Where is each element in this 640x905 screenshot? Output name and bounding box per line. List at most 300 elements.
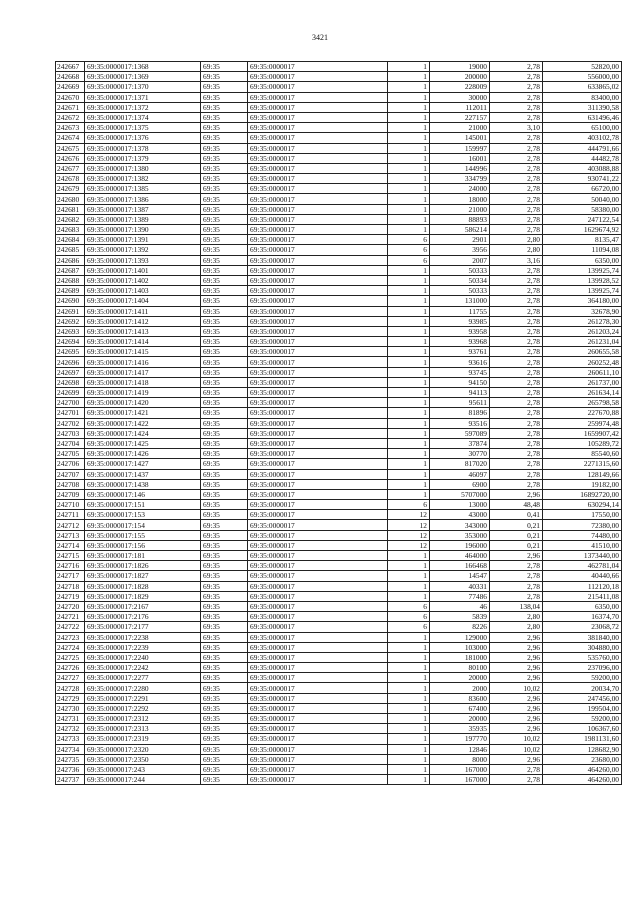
district-code-cell: 69:35 [201, 174, 248, 184]
district-code-cell: 69:35 [201, 235, 248, 245]
district-code-cell: 69:35 [201, 133, 248, 143]
cadastral-quarter-cell: 69:35:0000017 [248, 194, 388, 204]
cadastral-quarter-cell: 69:35:0000017 [248, 255, 388, 265]
rate-cell: 2,78 [490, 571, 543, 581]
rate-cell: 2,78 [490, 316, 543, 326]
row-number-cell: 242693 [56, 326, 85, 336]
row-number-cell: 242701 [56, 408, 85, 418]
area-cell: 145001 [430, 133, 490, 143]
row-number-cell: 242704 [56, 438, 85, 448]
cadastral-number-cell: 69:35:0000017:1387 [85, 204, 201, 214]
district-code-cell: 69:35 [201, 184, 248, 194]
cadastral-quarter-cell: 69:35:0000017 [248, 622, 388, 632]
area-cell: 21000 [430, 204, 490, 214]
area-cell: 200000 [430, 72, 490, 82]
district-code-cell: 69:35 [201, 438, 248, 448]
value-cell: 16892720,00 [543, 489, 622, 499]
cadastral-quarter-cell: 69:35:0000017 [248, 571, 388, 581]
area-cell: 50334 [430, 275, 490, 285]
rate-cell: 2,78 [490, 306, 543, 316]
row-number-cell: 242716 [56, 561, 85, 571]
cadastral-quarter-cell: 69:35:0000017 [248, 693, 388, 703]
value-cell: 139925,74 [543, 286, 622, 296]
area-cell: 50333 [430, 286, 490, 296]
value-cell: 8135,47 [543, 235, 622, 245]
district-code-cell: 69:35 [201, 316, 248, 326]
district-code-cell: 69:35 [201, 357, 248, 367]
rate-cell: 2,96 [490, 693, 543, 703]
category-cell: 1 [388, 102, 430, 112]
row-number-cell: 242677 [56, 163, 85, 173]
cadastral-number-cell: 69:35:0000017:1412 [85, 316, 201, 326]
cadastral-quarter-cell: 69:35:0000017 [248, 92, 388, 102]
value-cell: 260611,10 [543, 367, 622, 377]
district-code-cell: 69:35 [201, 734, 248, 744]
data-table [55, 61, 622, 785]
rate-cell: 2,78 [490, 143, 543, 153]
cadastral-number-cell: 69:35:0000017:1368 [85, 62, 201, 72]
district-code-cell: 69:35 [201, 72, 248, 82]
row-number-cell: 242669 [56, 82, 85, 92]
value-cell: 23680,00 [543, 754, 622, 764]
cadastral-number-cell: 69:35:0000017:1401 [85, 265, 201, 275]
category-cell: 1 [388, 571, 430, 581]
district-code-cell: 69:35 [201, 642, 248, 652]
cadastral-number-cell: 69:35:0000017:1404 [85, 296, 201, 306]
area-cell: 228009 [430, 82, 490, 92]
table-row [56, 92, 622, 102]
cadastral-number-cell: 69:35:0000017:2280 [85, 683, 201, 693]
value-cell: 41510,00 [543, 540, 622, 550]
cadastral-quarter-cell: 69:35:0000017 [248, 775, 388, 785]
row-number-cell: 242700 [56, 398, 85, 408]
district-code-cell: 69:35 [201, 703, 248, 713]
row-number-cell: 242692 [56, 316, 85, 326]
cadastral-number-cell: 69:35:0000017:1376 [85, 133, 201, 143]
row-number-cell: 242680 [56, 194, 85, 204]
category-cell: 1 [388, 62, 430, 72]
category-cell: 1 [388, 82, 430, 92]
cadastral-quarter-cell: 69:35:0000017 [248, 102, 388, 112]
category-cell: 6 [388, 235, 430, 245]
cadastral-quarter-cell: 69:35:0000017 [248, 72, 388, 82]
category-cell: 1 [388, 123, 430, 133]
area-cell: 46097 [430, 469, 490, 479]
value-cell: 631496,46 [543, 112, 622, 122]
table-row [56, 571, 622, 581]
district-code-cell: 69:35 [201, 673, 248, 683]
district-code-cell: 69:35 [201, 62, 248, 72]
rate-cell: 2,78 [490, 367, 543, 377]
rate-cell: 2,80 [490, 612, 543, 622]
rate-cell: 2,78 [490, 184, 543, 194]
row-number-cell: 242670 [56, 92, 85, 102]
area-cell: 35935 [430, 724, 490, 734]
table-row [56, 683, 622, 693]
value-cell: 199504,00 [543, 703, 622, 713]
table-row [56, 82, 622, 92]
cadastral-number-cell: 69:35:0000017:1374 [85, 112, 201, 122]
cadastral-number-cell: 69:35:0000017:243 [85, 764, 201, 774]
cadastral-number-cell: 69:35:0000017:244 [85, 775, 201, 785]
area-cell: 19000 [430, 62, 490, 72]
cadastral-number-cell: 69:35:0000017:1421 [85, 408, 201, 418]
value-cell: 59200,00 [543, 714, 622, 724]
district-code-cell: 69:35 [201, 102, 248, 112]
row-number-cell: 242695 [56, 347, 85, 357]
rate-cell: 2,78 [490, 764, 543, 774]
table-row [56, 184, 622, 194]
cadastral-quarter-cell: 69:35:0000017 [248, 438, 388, 448]
cadastral-quarter-cell: 69:35:0000017 [248, 275, 388, 285]
row-number-cell: 242708 [56, 479, 85, 489]
cadastral-quarter-cell: 69:35:0000017 [248, 204, 388, 214]
value-cell: 247456,00 [543, 693, 622, 703]
district-code-cell: 69:35 [201, 510, 248, 520]
area-cell: 159997 [430, 143, 490, 153]
table-row [56, 174, 622, 184]
area-cell: 464000 [430, 551, 490, 561]
page-number: 3421 [312, 33, 328, 42]
district-code-cell: 69:35 [201, 225, 248, 235]
value-cell: 1981131,60 [543, 734, 622, 744]
row-number-cell: 242694 [56, 337, 85, 347]
table-row [56, 489, 622, 499]
cadastral-number-cell: 69:35:0000017:2291 [85, 693, 201, 703]
cadastral-quarter-cell: 69:35:0000017 [248, 652, 388, 662]
rate-cell: 2,78 [490, 591, 543, 601]
table-row [56, 601, 622, 611]
category-cell: 1 [388, 225, 430, 235]
cadastral-quarter-cell: 69:35:0000017 [248, 214, 388, 224]
row-number-cell: 242719 [56, 591, 85, 601]
row-number-cell: 242672 [56, 112, 85, 122]
row-number-cell: 242668 [56, 72, 85, 82]
category-cell: 1 [388, 418, 430, 428]
value-cell: 83400,00 [543, 92, 622, 102]
rate-cell: 138,04 [490, 601, 543, 611]
rate-cell: 2,78 [490, 72, 543, 82]
category-cell: 1 [388, 347, 430, 357]
district-code-cell: 69:35 [201, 469, 248, 479]
cadastral-quarter-cell: 69:35:0000017 [248, 306, 388, 316]
category-cell: 1 [388, 561, 430, 571]
row-number-cell: 242706 [56, 459, 85, 469]
area-cell: 103000 [430, 642, 490, 652]
row-number-cell: 242702 [56, 418, 85, 428]
row-number-cell: 242683 [56, 225, 85, 235]
category-cell: 1 [388, 693, 430, 703]
cadastral-quarter-cell: 69:35:0000017 [248, 163, 388, 173]
cadastral-number-cell: 69:35:0000017:1375 [85, 123, 201, 133]
cadastral-quarter-cell: 69:35:0000017 [248, 418, 388, 428]
rate-cell: 2,78 [490, 561, 543, 571]
area-cell: 80100 [430, 663, 490, 673]
area-cell: 94150 [430, 377, 490, 387]
district-code-cell: 69:35 [201, 764, 248, 774]
value-cell: 227670,88 [543, 408, 622, 418]
area-cell: 197770 [430, 734, 490, 744]
table-row [56, 408, 622, 418]
district-code-cell: 69:35 [201, 398, 248, 408]
value-cell: 261278,30 [543, 316, 622, 326]
district-code-cell: 69:35 [201, 123, 248, 133]
cadastral-number-cell: 69:35:0000017:1403 [85, 286, 201, 296]
district-code-cell: 69:35 [201, 489, 248, 499]
cadastral-quarter-cell: 69:35:0000017 [248, 235, 388, 245]
table-row [56, 520, 622, 530]
value-cell: 44482,78 [543, 153, 622, 163]
category-cell: 1 [388, 581, 430, 591]
value-cell: 105289,72 [543, 438, 622, 448]
category-cell: 1 [388, 591, 430, 601]
table-row [56, 764, 622, 774]
cadastral-quarter-cell: 69:35:0000017 [248, 133, 388, 143]
cadastral-number-cell: 69:35:0000017:1426 [85, 449, 201, 459]
category-cell: 1 [388, 275, 430, 285]
area-cell: 227157 [430, 112, 490, 122]
district-code-cell: 69:35 [201, 143, 248, 153]
area-cell: 67400 [430, 703, 490, 713]
area-cell: 144996 [430, 163, 490, 173]
table-row [56, 265, 622, 275]
row-number-cell: 242709 [56, 489, 85, 499]
area-cell: 50333 [430, 265, 490, 275]
value-cell: 128682,90 [543, 744, 622, 754]
rate-cell: 3,10 [490, 123, 543, 133]
cadastral-number-cell: 69:35:0000017:1389 [85, 214, 201, 224]
district-code-cell: 69:35 [201, 204, 248, 214]
rate-cell: 2,78 [490, 347, 543, 357]
cadastral-number-cell: 69:35:0000017:2320 [85, 744, 201, 754]
value-cell: 112120,18 [543, 581, 622, 591]
row-number-cell: 242667 [56, 62, 85, 72]
category-cell: 1 [388, 357, 430, 367]
cadastral-quarter-cell: 69:35:0000017 [248, 398, 388, 408]
row-number-cell: 242675 [56, 143, 85, 153]
rate-cell: 2,80 [490, 245, 543, 255]
rate-cell: 2,78 [490, 357, 543, 367]
row-number-cell: 242725 [56, 652, 85, 662]
area-cell: 167000 [430, 764, 490, 774]
cadastral-number-cell: 69:35:0000017:1391 [85, 235, 201, 245]
rate-cell: 2,96 [490, 642, 543, 652]
rate-cell: 3,16 [490, 255, 543, 265]
cadastral-quarter-cell: 69:35:0000017 [248, 500, 388, 510]
cadastral-quarter-cell: 69:35:0000017 [248, 388, 388, 398]
table-row [56, 286, 622, 296]
row-number-cell: 242687 [56, 265, 85, 275]
table-row [56, 337, 622, 347]
cadastral-number-cell: 69:35:0000017:2167 [85, 601, 201, 611]
area-cell: 817020 [430, 459, 490, 469]
category-cell: 1 [388, 112, 430, 122]
value-cell: 11094,08 [543, 245, 622, 255]
cadastral-number-cell: 69:35:0000017:1437 [85, 469, 201, 479]
cadastral-number-cell: 69:35:0000017:154 [85, 520, 201, 530]
category-cell: 1 [388, 184, 430, 194]
table-row [56, 133, 622, 143]
rate-cell: 2,78 [490, 296, 543, 306]
cadastral-quarter-cell: 69:35:0000017 [248, 642, 388, 652]
cadastral-number-cell: 69:35:0000017:1371 [85, 92, 201, 102]
cadastral-number-cell: 69:35:0000017:1416 [85, 357, 201, 367]
table-row [56, 377, 622, 387]
cadastral-quarter-cell: 69:35:0000017 [248, 479, 388, 489]
table-row [56, 449, 622, 459]
value-cell: 930741,22 [543, 174, 622, 184]
category-cell: 12 [388, 540, 430, 550]
cadastral-number-cell: 69:35:0000017:1370 [85, 82, 201, 92]
category-cell: 1 [388, 72, 430, 82]
area-cell: 597089 [430, 428, 490, 438]
district-code-cell: 69:35 [201, 214, 248, 224]
value-cell: 556000,00 [543, 72, 622, 82]
table-row [56, 163, 622, 173]
table-row [56, 123, 622, 133]
cadastral-quarter-cell: 69:35:0000017 [248, 754, 388, 764]
category-cell: 6 [388, 245, 430, 255]
district-code-cell: 69:35 [201, 530, 248, 540]
row-number-cell: 242718 [56, 581, 85, 591]
area-cell: 8000 [430, 754, 490, 764]
area-cell: 93761 [430, 347, 490, 357]
value-cell: 32678,90 [543, 306, 622, 316]
rate-cell: 2,96 [490, 663, 543, 673]
table-row [56, 612, 622, 622]
table-row [56, 367, 622, 377]
district-code-cell: 69:35 [201, 663, 248, 673]
category-cell: 1 [388, 469, 430, 479]
table-row [56, 714, 622, 724]
table-row [56, 255, 622, 265]
rate-cell: 2,96 [490, 714, 543, 724]
table-row [56, 530, 622, 540]
cadastral-quarter-cell: 69:35:0000017 [248, 632, 388, 642]
area-cell: 181000 [430, 652, 490, 662]
cadastral-number-cell: 69:35:0000017:1425 [85, 438, 201, 448]
cadastral-quarter-cell: 69:35:0000017 [248, 326, 388, 336]
area-cell: 196000 [430, 540, 490, 550]
category-cell: 1 [388, 316, 430, 326]
district-code-cell: 69:35 [201, 571, 248, 581]
cadastral-number-cell: 69:35:0000017:156 [85, 540, 201, 550]
rate-cell: 2,78 [490, 418, 543, 428]
value-cell: 261634,14 [543, 388, 622, 398]
district-code-cell: 69:35 [201, 347, 248, 357]
value-cell: 265798,58 [543, 398, 622, 408]
area-cell: 13000 [430, 500, 490, 510]
table-row [56, 153, 622, 163]
value-cell: 304880,00 [543, 642, 622, 652]
value-cell: 630294,14 [543, 500, 622, 510]
row-number-cell: 242722 [56, 622, 85, 632]
cadastral-quarter-cell: 69:35:0000017 [248, 174, 388, 184]
area-cell: 586214 [430, 225, 490, 235]
cadastral-number-cell: 69:35:0000017:1422 [85, 418, 201, 428]
table-body [56, 62, 622, 785]
rate-cell: 0,21 [490, 530, 543, 540]
cadastral-quarter-cell: 69:35:0000017 [248, 245, 388, 255]
value-cell: 311390,58 [543, 102, 622, 112]
row-number-cell: 242690 [56, 296, 85, 306]
row-number-cell: 242673 [56, 123, 85, 133]
rate-cell: 2,80 [490, 235, 543, 245]
rate-cell: 2,78 [490, 102, 543, 112]
row-number-cell: 242717 [56, 571, 85, 581]
area-cell: 88893 [430, 214, 490, 224]
row-number-cell: 242713 [56, 530, 85, 540]
table-row [56, 632, 622, 642]
table-row [56, 642, 622, 652]
district-code-cell: 69:35 [201, 408, 248, 418]
value-cell: 6350,00 [543, 255, 622, 265]
category-cell: 1 [388, 306, 430, 316]
cadastral-number-cell: 69:35:0000017:1411 [85, 306, 201, 316]
cadastral-number-cell: 69:35:0000017:1438 [85, 479, 201, 489]
district-code-cell: 69:35 [201, 286, 248, 296]
value-cell: 139928,52 [543, 275, 622, 285]
cadastral-number-cell: 69:35:0000017:1419 [85, 388, 201, 398]
cadastral-number-cell: 69:35:0000017:2313 [85, 724, 201, 734]
value-cell: 247122,54 [543, 214, 622, 224]
category-cell: 1 [388, 652, 430, 662]
rate-cell: 2,78 [490, 438, 543, 448]
value-cell: 444791,66 [543, 143, 622, 153]
table-row [56, 316, 622, 326]
rate-cell: 2,78 [490, 408, 543, 418]
rate-cell: 2,96 [490, 724, 543, 734]
value-cell: 633865,02 [543, 82, 622, 92]
cadastral-number-cell: 69:35:0000017:1390 [85, 225, 201, 235]
category-cell: 12 [388, 530, 430, 540]
value-cell: 23068,72 [543, 622, 622, 632]
value-cell: 16374,70 [543, 612, 622, 622]
district-code-cell: 69:35 [201, 153, 248, 163]
district-code-cell: 69:35 [201, 367, 248, 377]
value-cell: 17550,00 [543, 510, 622, 520]
cadastral-number-cell: 69:35:0000017:1380 [85, 163, 201, 173]
cadastral-quarter-cell: 69:35:0000017 [248, 82, 388, 92]
rate-cell: 0,41 [490, 510, 543, 520]
table-row [56, 775, 622, 785]
cadastral-quarter-cell: 69:35:0000017 [248, 663, 388, 673]
cadastral-number-cell: 69:35:0000017:2176 [85, 612, 201, 622]
district-code-cell: 69:35 [201, 612, 248, 622]
district-code-cell: 69:35 [201, 479, 248, 489]
category-cell: 1 [388, 265, 430, 275]
rate-cell: 2,78 [490, 204, 543, 214]
table-row [56, 326, 622, 336]
district-code-cell: 69:35 [201, 112, 248, 122]
area-cell: 43000 [430, 510, 490, 520]
district-code-cell: 69:35 [201, 500, 248, 510]
cadastral-quarter-cell: 69:35:0000017 [248, 428, 388, 438]
district-code-cell: 69:35 [201, 337, 248, 347]
area-cell: 83600 [430, 693, 490, 703]
cadastral-quarter-cell: 69:35:0000017 [248, 184, 388, 194]
category-cell: 1 [388, 428, 430, 438]
district-code-cell: 69:35 [201, 255, 248, 265]
cadastral-quarter-cell: 69:35:0000017 [248, 703, 388, 713]
rate-cell: 2,78 [490, 275, 543, 285]
area-cell: 166468 [430, 561, 490, 571]
rate-cell: 2,78 [490, 377, 543, 387]
district-code-cell: 69:35 [201, 275, 248, 285]
district-code-cell: 69:35 [201, 632, 248, 642]
category-cell: 1 [388, 632, 430, 642]
cadastral-quarter-cell: 69:35:0000017 [248, 153, 388, 163]
